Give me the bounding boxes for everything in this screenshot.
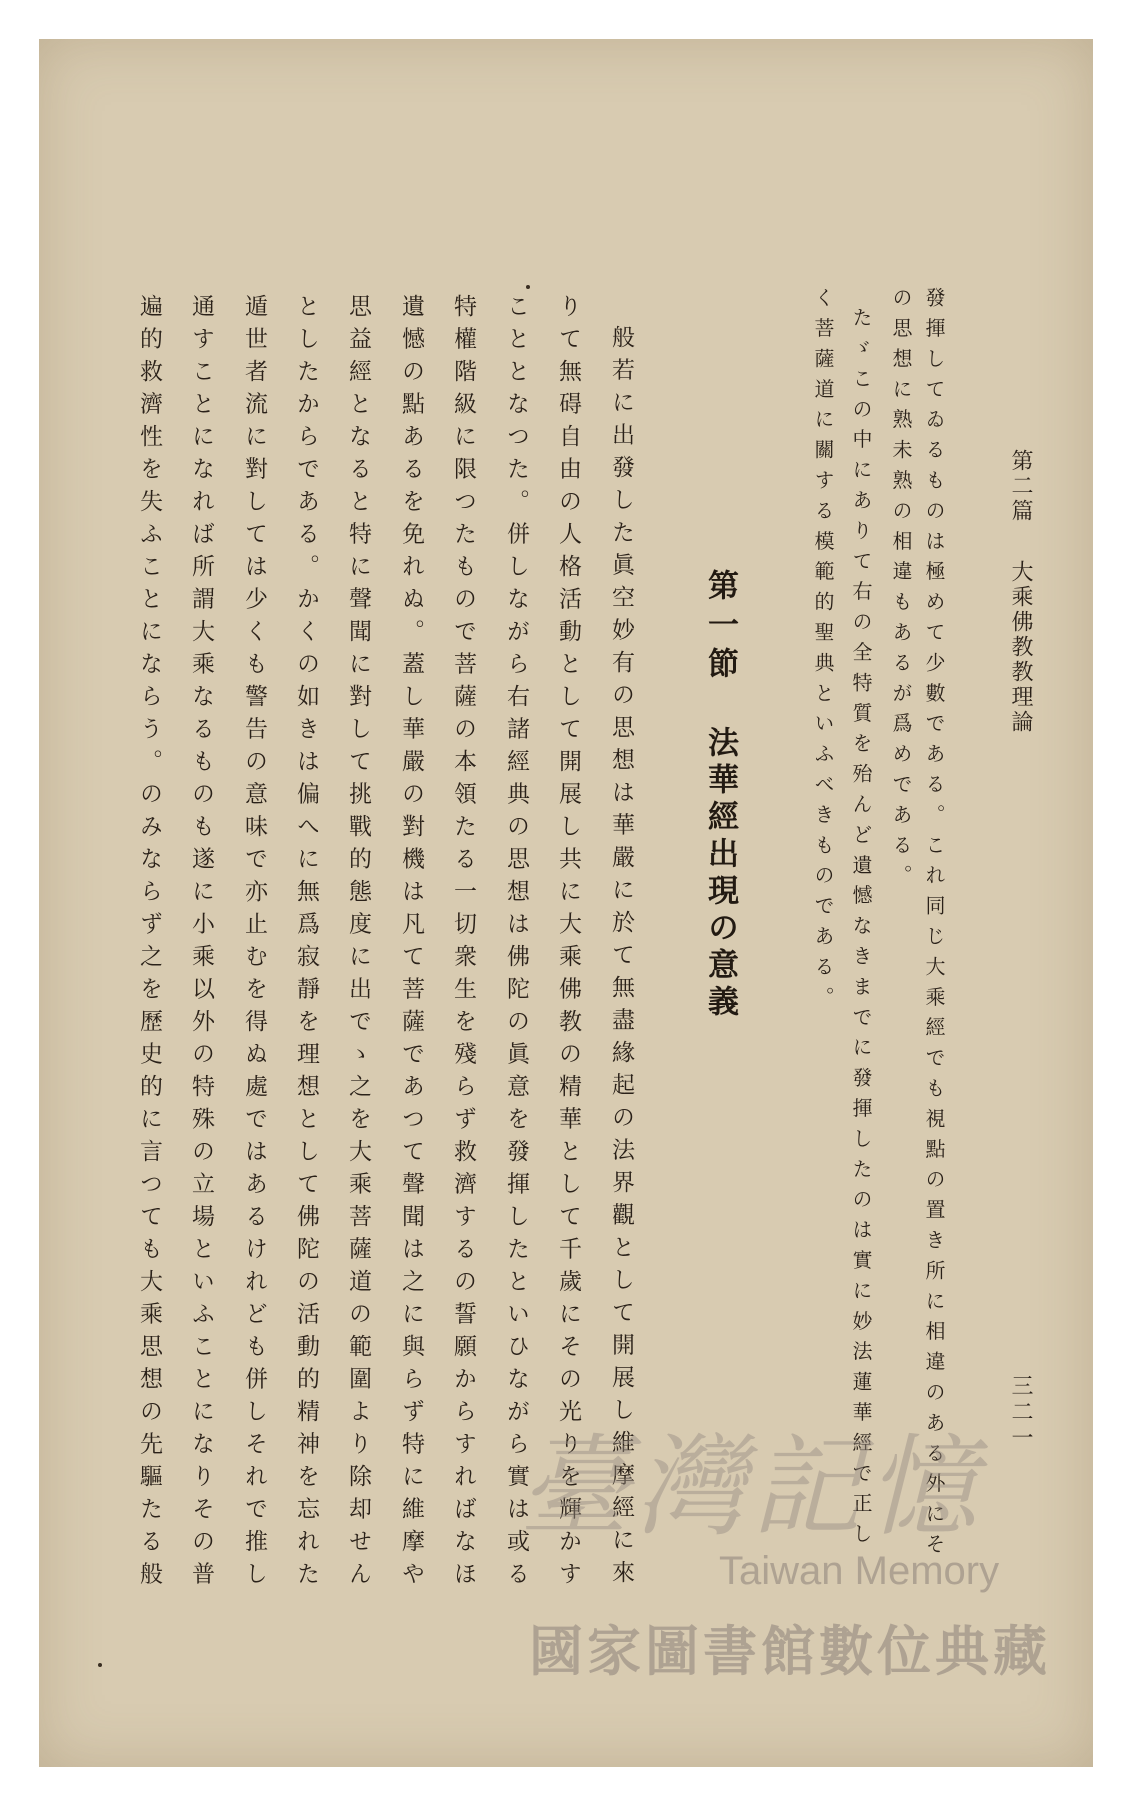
chapter-label: 第二篇: [1008, 449, 1033, 524]
body-line: 般若に出發した眞空妙有の思想は華嚴に於て無盡緣起の法界觀として開展し維摩經に來: [608, 325, 634, 1593]
body-line: こととなつた。併しながら右諸經典の思想は佛陀の眞意を發揮したといひながら實は或る: [503, 294, 529, 1594]
body-line: 遍的救濟性を失ふことにならう。のみならず之を歷史的に言つても大乘思想の先驅たる般: [136, 294, 162, 1594]
book-title: 大乘佛教教理論: [1008, 560, 1033, 735]
body-line: りて無碍自由の人格活動として開展し共に大乘佛教の精華として千歲にその光りを輝かす: [555, 294, 581, 1594]
section-number: 第一節: [702, 569, 738, 686]
watermark-caption: 國家圖書館數位典藏: [529, 1620, 1051, 1683]
watermark-logo-script: 臺灣記憶: [519, 1423, 983, 1551]
page-number: 三二一: [1008, 1374, 1033, 1452]
body-line: 遺憾の點あるを免れぬ。蓋し華嚴の對機は凡て菩薩であつて聲聞は之に與らず特に維摩や: [398, 294, 424, 1594]
body-line: としたからである。かくの如きは偏へに無爲寂靜を理想として佛陀の活動的精神を忘れた: [293, 294, 319, 1594]
body-line: 特權階級に限つたもので菩薩の本領たる一切衆生を殘らず救濟するの誓願からすればなほ: [450, 294, 476, 1594]
watermark-logo-english: Taiwan Memory: [719, 1549, 1000, 1593]
section-title: 法華經出現の意義: [702, 726, 738, 1022]
intro-line: の思想に熟未熟の相違もあるが爲めである。: [889, 287, 913, 895]
paper-speck: [98, 1663, 102, 1667]
running-header: [1009, 449, 1031, 735]
body-line: 遁世者流に對しては少くも警告の意味で亦止むを得ぬ處ではあるけれども併しそれで推し: [241, 294, 267, 1594]
intro-line: 發揮してゐるものは極めて少數である。これ同じ大乘經でも視點の置き所に相違のある外にそ: [922, 287, 946, 1564]
book-page: [39, 39, 1093, 1767]
intro-line: たゞこの中にありて右の全特質を殆んど遺憾なきまでに發揮したのは實に妙法蓮華經で正し: [849, 307, 873, 1554]
intro-line: く菩薩道に關する模範的聖典といふべきものである。: [811, 287, 835, 1017]
paper-speck: [526, 285, 530, 289]
section-heading: [702, 569, 738, 1022]
body-line: 通すことになれば所謂大乘なるものも遂に小乘以外の特殊の立場といふことになりその普: [188, 294, 214, 1594]
body-line: 思益經となると特に聲聞に對して挑戰的態度に出でゝ之を大乘菩薩道の範圍より除却せん: [345, 294, 371, 1594]
